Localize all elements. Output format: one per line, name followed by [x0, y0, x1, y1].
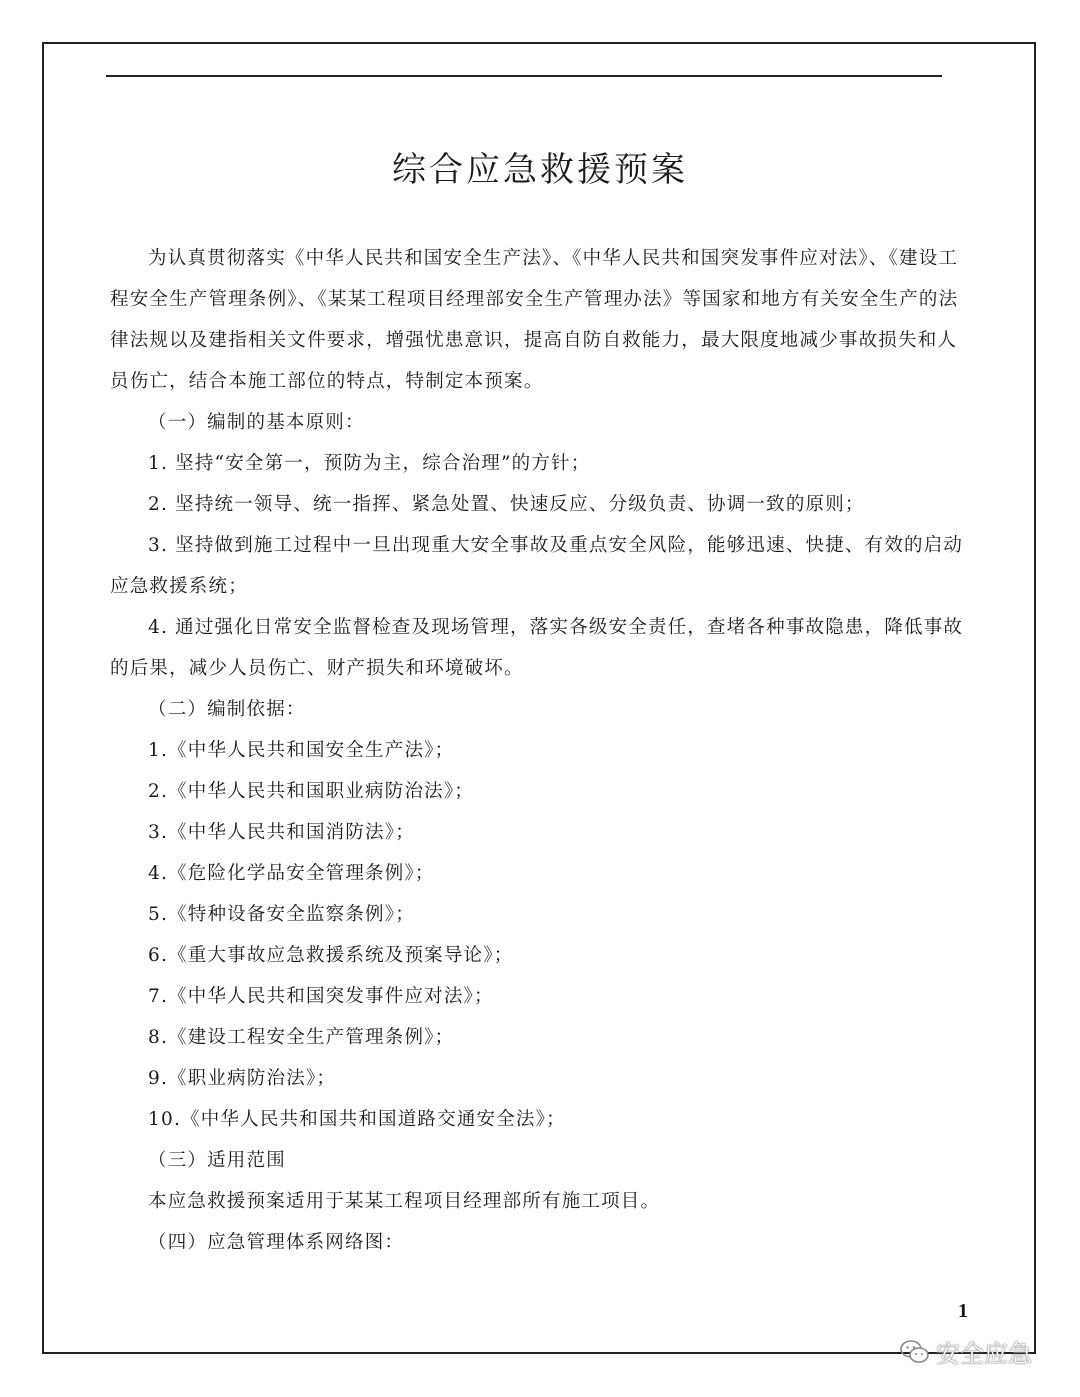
document-title: 综合应急救援预案	[392, 150, 688, 190]
principle-item: 3. 坚持做到施工过程中一旦出现重大安全事故及重点安全风险，能够迅速、快捷、有效的启动应急救援系统；	[110, 535, 964, 597]
principle-item: 4. 通过强化日常安全监督检查及现场管理，落实各级安全责任，查堵各种事故隐患，降低事故的后果，减少人员伤亡、财产损失和环境破坏。	[110, 617, 964, 679]
basis-item: 3.《中华人民共和国消防法》；	[148, 822, 415, 843]
section-heading-network: （四）应急管理体系网络图：	[148, 1232, 405, 1253]
watermark-text: 安全应急	[936, 1340, 1032, 1368]
section-heading-scope: （三）适用范围	[148, 1150, 286, 1171]
wechat-icon	[900, 1339, 930, 1365]
header-rule	[106, 75, 942, 77]
basis-item: 2.《中华人民共和国职业病防治法》；	[148, 781, 475, 802]
section-heading-basis: （二）编制依据：	[148, 699, 306, 720]
scope-text: 本应急救援预案适用于某某工程项目经理部所有施工项目。	[148, 1191, 661, 1212]
page-number: 1	[958, 1300, 968, 1322]
basis-item: 10.《中华人民共和国共和国道路交通安全法》；	[148, 1109, 566, 1130]
basis-item: 6.《重大事故应急救援系统及预案导论》；	[148, 945, 514, 966]
document-body	[110, 238, 972, 1263]
basis-item: 7.《中华人民共和国突发事件应对法》；	[148, 986, 494, 1007]
basis-item: 4.《危险化学品安全管理条例》；	[148, 863, 435, 884]
basis-item: 9.《职业病防治法》；	[148, 1068, 337, 1089]
principle-item: 1. 坚持“安全第一，预防为主，综合治理”的方针；	[148, 453, 591, 474]
basis-item: 5.《特种设备安全监察条例》；	[148, 904, 415, 925]
basis-item: 8.《建设工程安全生产管理条例》；	[148, 1027, 455, 1048]
paragraph-intro: 为认真贯彻落实《中华人民共和国安全生产法》、《中华人民共和国突发事件应对法》、《建设工程安全生产管理条例》、《某某工程项目经理部安全生产管理办法》等国家和地方有关安全生产的法律法规以及建指相关文件要求，增强忧患意识，提高自防自救能力，最大限度地减少事故损失和人员伤亡，结合本施工部位的特点，特制定本预案。	[110, 248, 959, 392]
watermark	[900, 1334, 1032, 1369]
section-heading-principles: （一）编制的基本原则：	[148, 412, 365, 433]
basis-item: 1.《中华人民共和国安全生产法》；	[148, 740, 455, 761]
principle-item: 2. 坚持统一领导、统一指挥、紧急处置、快速反应、分级负责、协调一致的原则；	[148, 494, 865, 515]
